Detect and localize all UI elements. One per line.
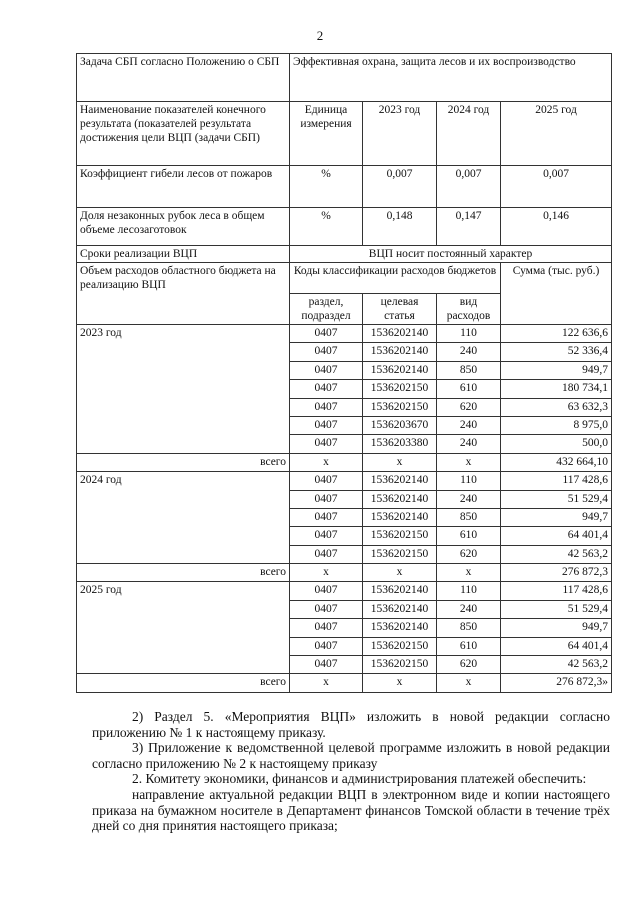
- indicator-value-2025: 0,146: [501, 208, 612, 246]
- indicator-name: Коэффициент гибели лесов от пожаров: [77, 166, 290, 208]
- expense-section: 0407: [290, 435, 363, 453]
- expense-section: 0407: [290, 472, 363, 490]
- expense-sum: 117 428,6: [501, 582, 612, 600]
- year-2024-header: 2024 год: [437, 102, 501, 166]
- expense-sum: 64 401,4: [501, 637, 612, 655]
- expense-sum: 63 632,3: [501, 398, 612, 416]
- total-label: всего: [77, 564, 290, 582]
- document-body: [92, 709, 610, 834]
- expense-section: 0407: [290, 582, 363, 600]
- expense-target: 1536202140: [363, 343, 437, 361]
- expense-sum: 64 401,4: [501, 527, 612, 545]
- year-label: 2024 год: [77, 472, 290, 564]
- year-2025-header: 2025 год: [501, 102, 612, 166]
- indicator-value-2025: 0,007: [501, 166, 612, 208]
- expense-kind: 850: [437, 361, 501, 379]
- expense-target: 1536202150: [363, 398, 437, 416]
- indicator-unit: %: [290, 208, 363, 246]
- expense-sum: 52 336,4: [501, 343, 612, 361]
- total-label: всего: [77, 453, 290, 471]
- terms-value: ВЦП носит постоянный характер: [290, 246, 612, 263]
- expense-sum: 117 428,6: [501, 472, 612, 490]
- kind-header: вид расходов: [437, 294, 501, 325]
- indicator-value-2024: 0,007: [437, 166, 501, 208]
- expense-kind: 610: [437, 637, 501, 655]
- expense-target: 1536202150: [363, 527, 437, 545]
- expense-kind: 240: [437, 600, 501, 618]
- expense-kind: 240: [437, 416, 501, 434]
- expense-kind: 620: [437, 398, 501, 416]
- task-row: [77, 54, 612, 102]
- task-value: Эффективная охрана, защита лесов и их воспроизводство: [290, 54, 612, 102]
- expense-section: 0407: [290, 361, 363, 379]
- total-target: х: [363, 674, 437, 692]
- year-label: 2025 год: [77, 582, 290, 674]
- expense-kind: 850: [437, 508, 501, 526]
- paragraph: направление актуальной редакции ВЦП в электронном виде и копии настоящего приказа на бумажном носителе в Департамент финансов Томской области в течение трёх дней со дня принятия настоящего приказа;: [92, 786, 610, 834]
- expense-kind: 110: [437, 582, 501, 600]
- expense-kind: 620: [437, 656, 501, 674]
- expense-kind: 610: [437, 380, 501, 398]
- expense-target: 1536202140: [363, 600, 437, 618]
- unit-header: Единица измерения: [290, 102, 363, 166]
- expense-kind: 850: [437, 619, 501, 637]
- expense-target: 1536202140: [363, 325, 437, 343]
- total-section: х: [290, 453, 363, 471]
- paragraph: 2) Раздел 5. «Мероприятия ВЦП» изложить в новой редакции согласно приложению № 1 к настоящему приказу.: [92, 709, 610, 740]
- year-label: 2023 год: [77, 325, 290, 454]
- expense-target: 1536202150: [363, 545, 437, 563]
- expense-sum: 949,7: [501, 361, 612, 379]
- expense-kind: 240: [437, 490, 501, 508]
- expense-target: 1536202140: [363, 361, 437, 379]
- expense-kind: 240: [437, 435, 501, 453]
- indicator-value-2023: 0,007: [363, 166, 437, 208]
- expense-row: [77, 472, 612, 490]
- expense-sum: 500,0: [501, 435, 612, 453]
- program-passport-table: [76, 53, 612, 693]
- expense-target: 1536202150: [363, 637, 437, 655]
- expense-kind: 110: [437, 472, 501, 490]
- codes-header: Коды классификации расходов бюджетов: [290, 263, 501, 294]
- expense-kind: 240: [437, 343, 501, 361]
- expense-section: 0407: [290, 600, 363, 618]
- expense-section: 0407: [290, 637, 363, 655]
- total-target: х: [363, 564, 437, 582]
- expenses-header-row: [77, 263, 612, 294]
- expense-target: 1536202150: [363, 656, 437, 674]
- indicator-name-header: Наименование показателей конечного результата (показателей результата достижения цели ВЦП (задачи СБП): [77, 102, 290, 166]
- expense-target: 1536202140: [363, 582, 437, 600]
- expense-section: 0407: [290, 343, 363, 361]
- total-row: [77, 453, 612, 471]
- expense-sum: 180 734,1: [501, 380, 612, 398]
- expense-section: 0407: [290, 527, 363, 545]
- indicator-value-2023: 0,148: [363, 208, 437, 246]
- expense-section: 0407: [290, 416, 363, 434]
- target-header: целевая статья: [363, 294, 437, 325]
- terms-row: [77, 246, 612, 263]
- total-target: х: [363, 453, 437, 471]
- terms-label: Сроки реализации ВЦП: [77, 246, 290, 263]
- expense-sum: 42 563,2: [501, 656, 612, 674]
- expense-section: 0407: [290, 508, 363, 526]
- paragraph: 2. Комитету экономики, финансов и администрирования платежей обеспечить:: [132, 771, 587, 787]
- expense-target: 1536202140: [363, 508, 437, 526]
- total-sum: 432 664,10: [501, 453, 612, 471]
- expense-sum: 42 563,2: [501, 545, 612, 563]
- total-row: [77, 674, 612, 692]
- expense-section: 0407: [290, 490, 363, 508]
- expense-kind: 610: [437, 527, 501, 545]
- task-label: Задача СБП согласно Положению о СБП: [77, 54, 290, 102]
- indicator-row: [77, 166, 612, 208]
- expense-section: 0407: [290, 545, 363, 563]
- expense-row: [77, 325, 612, 343]
- total-sum: 276 872,3: [501, 564, 612, 582]
- expense-target: 1536203670: [363, 416, 437, 434]
- total-row: [77, 564, 612, 582]
- expense-sum: 8 975,0: [501, 416, 612, 434]
- total-kind: х: [437, 674, 501, 692]
- total-kind: х: [437, 564, 501, 582]
- paragraph: 3) Приложение к ведомственной целевой программе изложить в новой редакции согласно приложению № 2 к настоящему приказу: [92, 740, 610, 771]
- total-kind: х: [437, 453, 501, 471]
- indicators-header-row: [77, 102, 612, 166]
- expense-section: 0407: [290, 656, 363, 674]
- expense-sum: 122 636,6: [501, 325, 612, 343]
- indicator-row: [77, 208, 612, 246]
- year-2023-header: 2023 год: [363, 102, 437, 166]
- expense-sum: 51 529,4: [501, 600, 612, 618]
- expense-row: [77, 582, 612, 600]
- expense-section: 0407: [290, 380, 363, 398]
- expense-section: 0407: [290, 619, 363, 637]
- expense-target: 1536202140: [363, 490, 437, 508]
- expense-section: 0407: [290, 325, 363, 343]
- section-header: раздел, подраздел: [290, 294, 363, 325]
- sum-header: Сумма (тыс. руб.): [501, 263, 612, 325]
- indicator-unit: %: [290, 166, 363, 208]
- total-sum: 276 872,3»: [501, 674, 612, 692]
- expense-sum: 949,7: [501, 619, 612, 637]
- expense-sum: 51 529,4: [501, 490, 612, 508]
- expense-target: 1536202140: [363, 619, 437, 637]
- expense-target: 1536202150: [363, 380, 437, 398]
- total-label: всего: [77, 674, 290, 692]
- expenses-label: Объем расходов областного бюджета на реализацию ВЦП: [77, 263, 290, 325]
- expense-sum: 949,7: [501, 508, 612, 526]
- page-number: 2: [316, 28, 324, 43]
- total-section: х: [290, 564, 363, 582]
- indicator-name: Доля незаконных рубок леса в общем объеме лесозаготовок: [77, 208, 290, 246]
- expense-kind: 620: [437, 545, 501, 563]
- indicator-value-2024: 0,147: [437, 208, 501, 246]
- expense-target: 1536202140: [363, 472, 437, 490]
- expense-section: 0407: [290, 398, 363, 416]
- total-section: х: [290, 674, 363, 692]
- expense-target: 1536203380: [363, 435, 437, 453]
- expense-kind: 110: [437, 325, 501, 343]
